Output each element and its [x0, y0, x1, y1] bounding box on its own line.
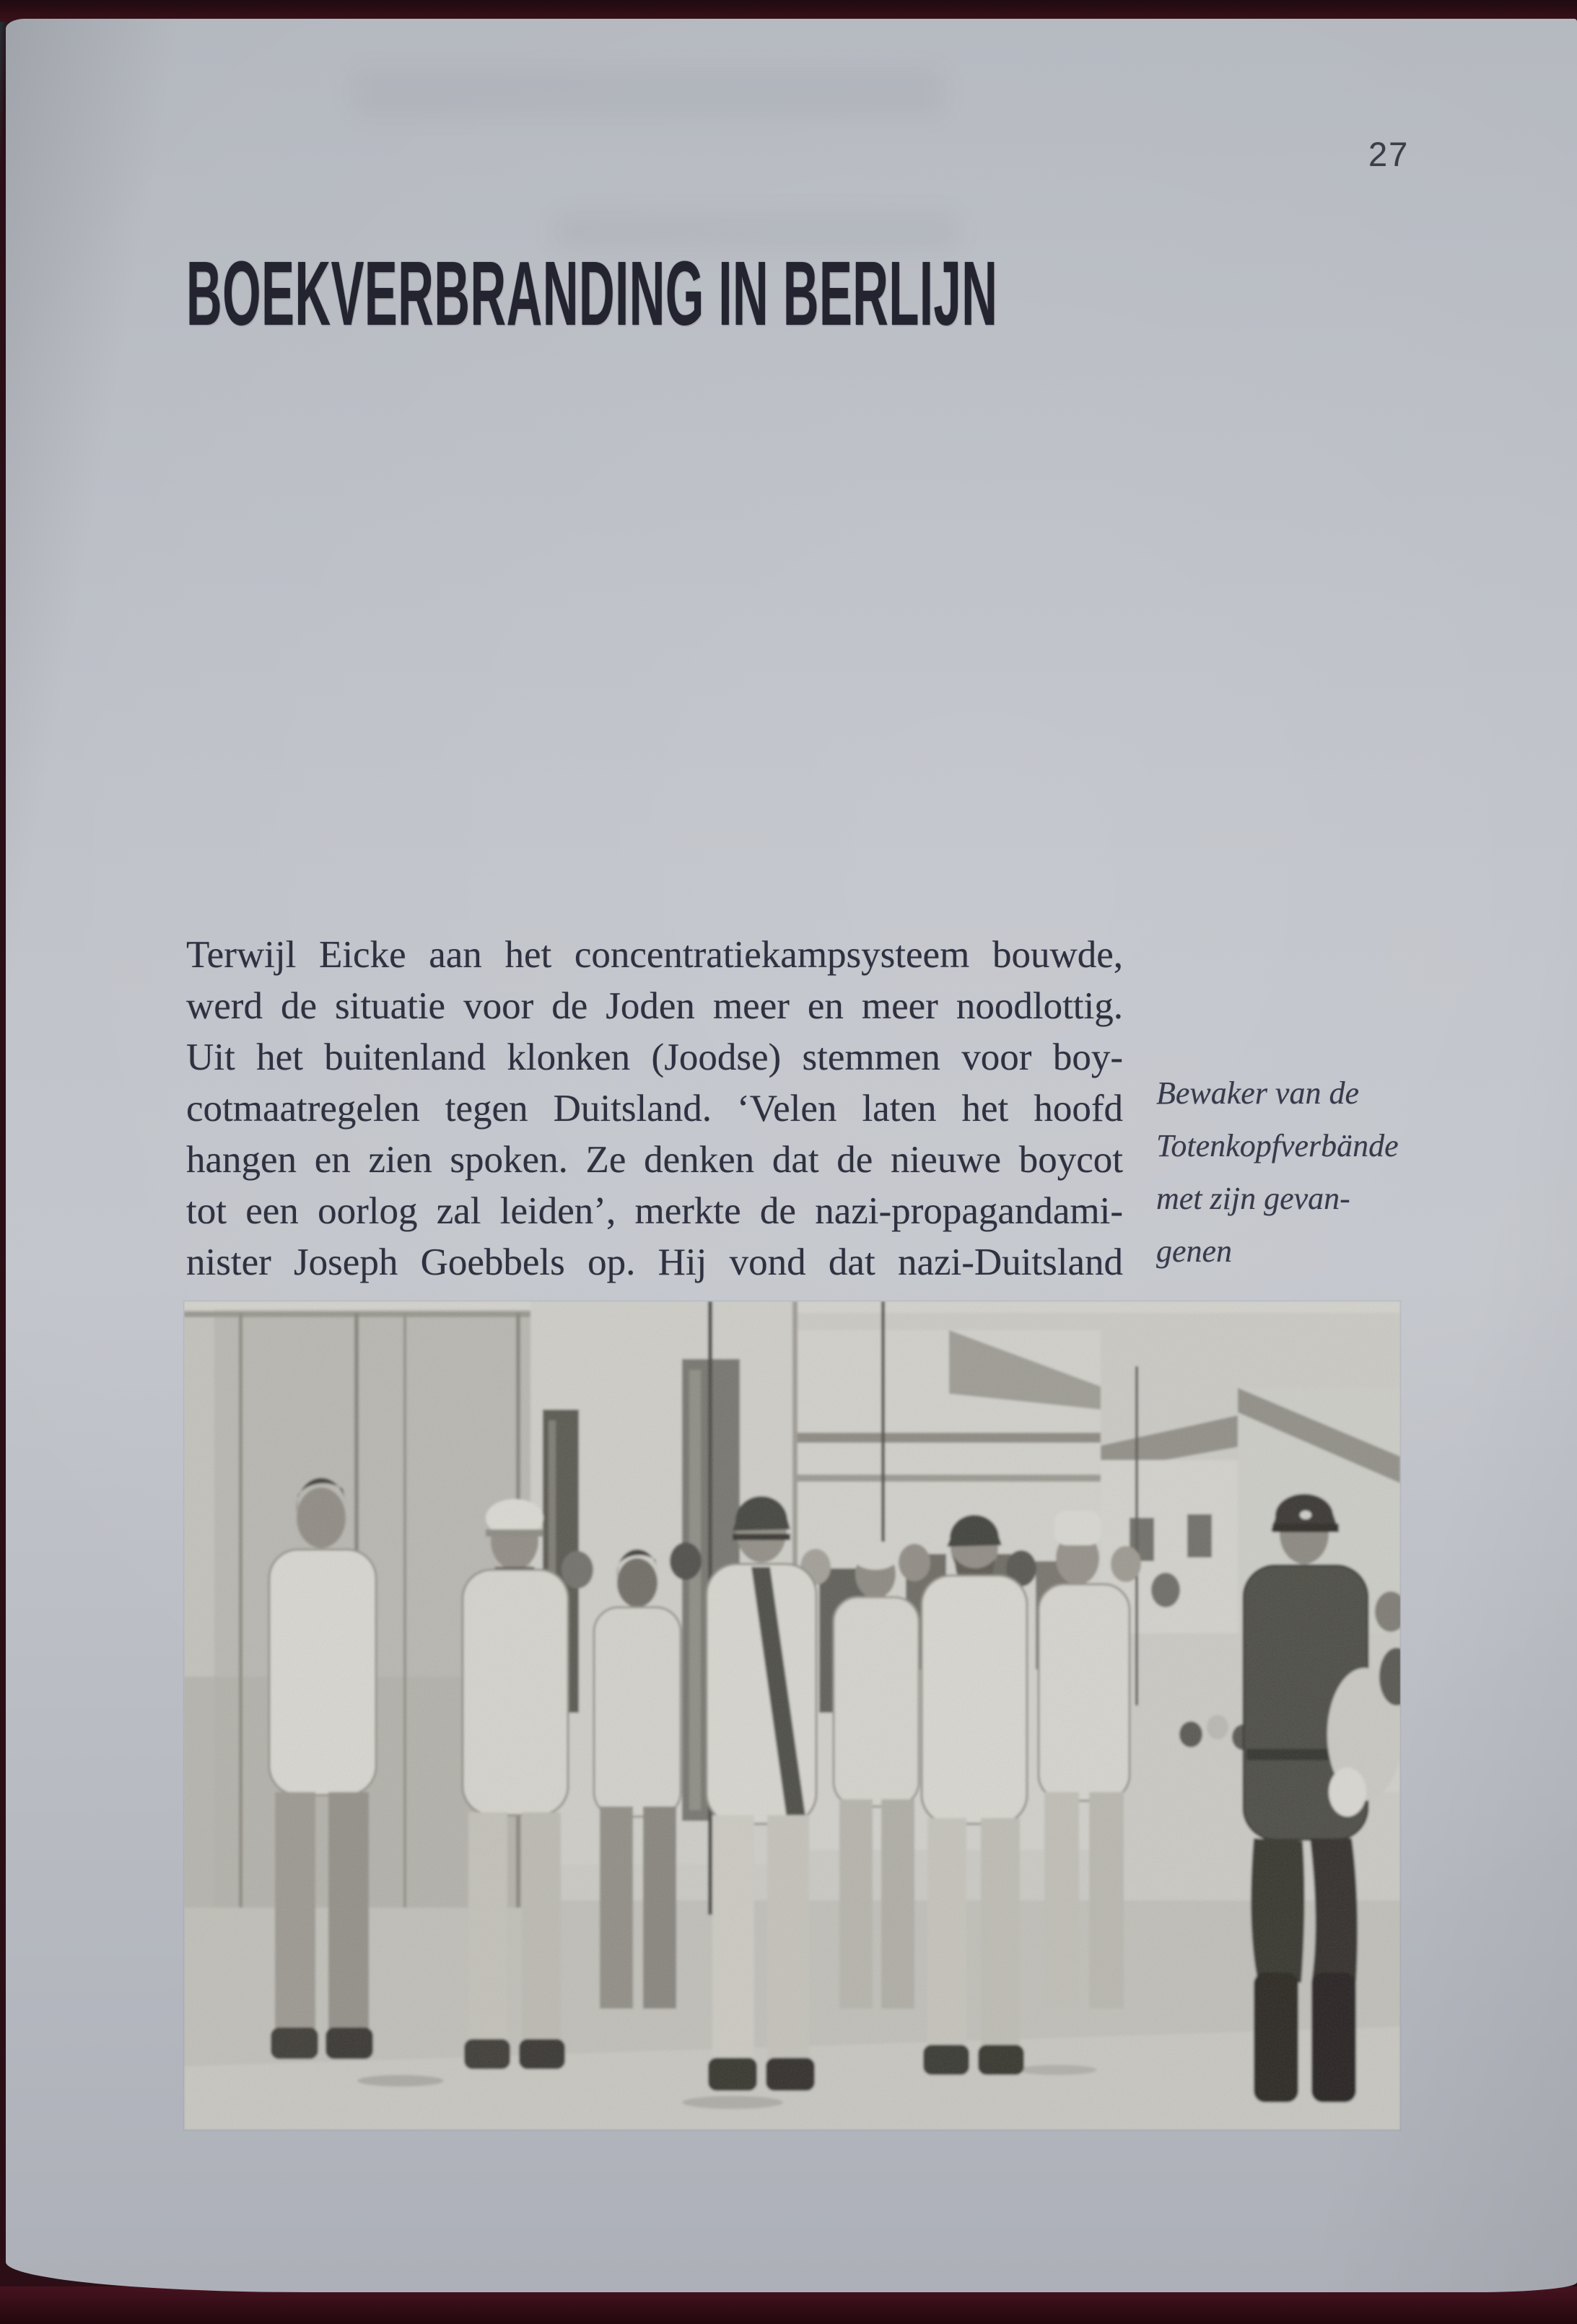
caption-line: genen [1156, 1233, 1233, 1269]
body-line: tot een oorlog zal leiden’, merkte de nazi-propagandami- [186, 1190, 1123, 1232]
body-line: nister Joseph Goebbels op. Hij vond dat nazi-Duitsland [186, 1241, 1123, 1283]
body-line: werd de situatie voor de Joden meer en meer noodlottig. [186, 985, 1123, 1027]
page-number: 27 [1368, 135, 1410, 173]
body-line: cotmaatregelen tegen Duitsland. ‘Velen laten het hoofd [186, 1088, 1123, 1130]
photo-caption [1156, 1067, 1425, 1277]
photo-illustration [184, 1301, 1400, 2130]
body-paragraph [186, 930, 1123, 1288]
chapter-heading: BOEKVERBRANDING IN BERLIJN [186, 243, 998, 344]
film-grain-overlay [184, 1301, 1400, 2130]
caption-line: Totenkopfverbände [1156, 1128, 1399, 1163]
caption-line: met zijn gevan- [1156, 1181, 1350, 1216]
body-line: hangen en zien spoken. Ze denken dat de nieuwe boycot [186, 1139, 1123, 1181]
show-through-smudge [352, 69, 944, 115]
photo-prisoners-march [184, 1301, 1400, 2130]
body-line: Terwijl Eicke aan het concentratiekampsysteem bouwde, [186, 934, 1123, 976]
caption-line: Bewaker van de [1156, 1075, 1359, 1111]
book-page [6, 19, 1577, 2292]
body-line: Uit het buitenland klonken (Joodse) stemmen voor boy- [186, 1036, 1123, 1078]
